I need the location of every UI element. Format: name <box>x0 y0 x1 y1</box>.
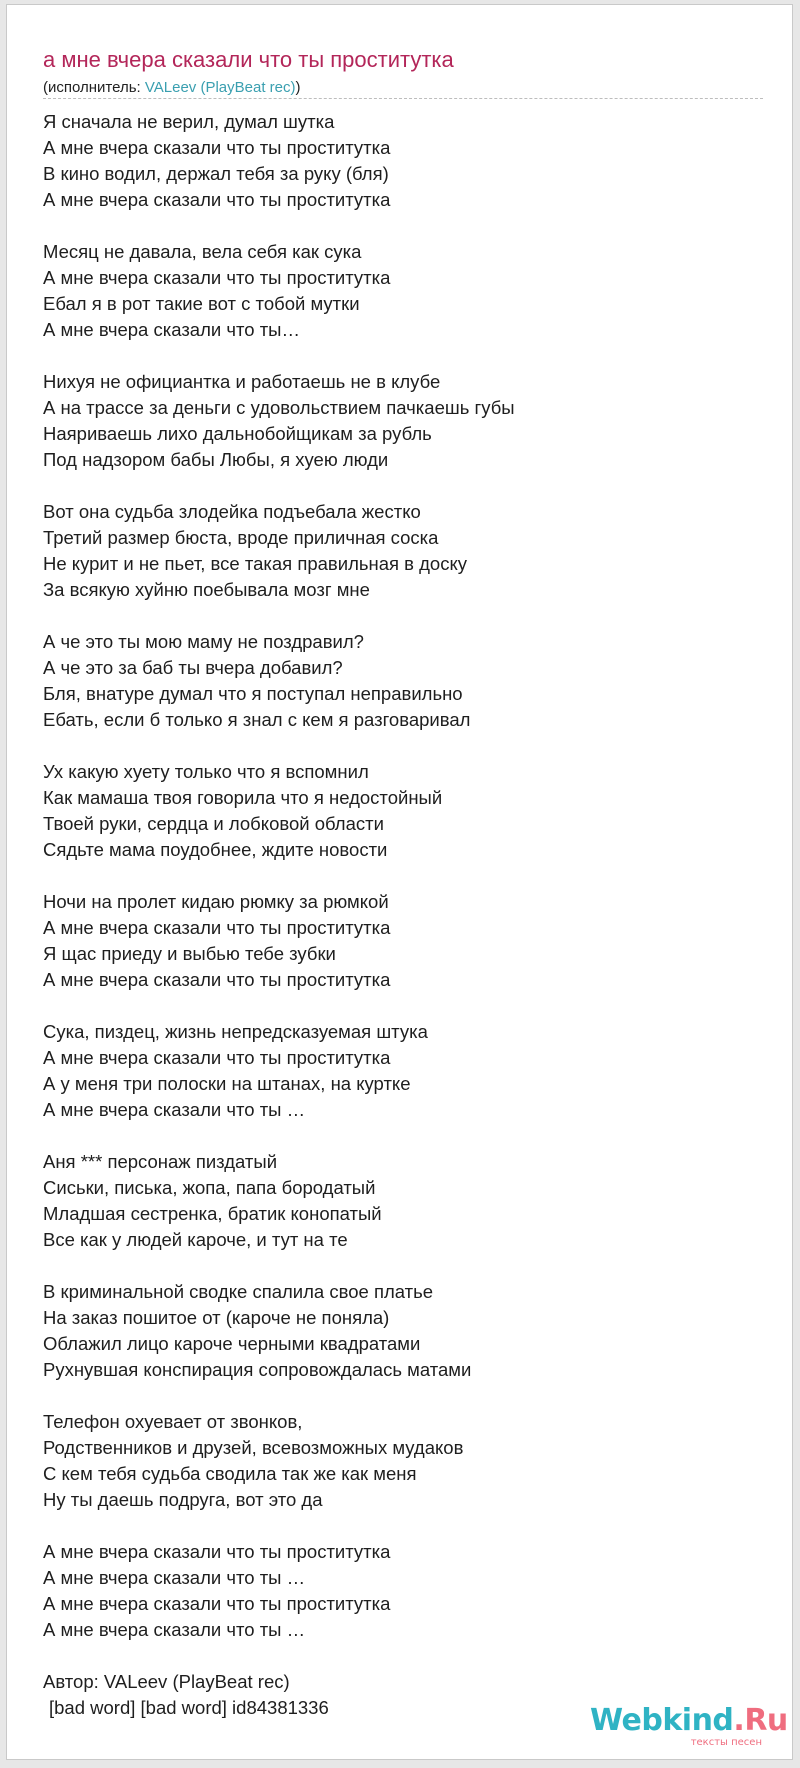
lyrics-stanza <box>43 239 763 343</box>
lyric-line: А у меня три полоски на штанах, на куртке <box>43 1073 411 1094</box>
lyric-line: А мне вчера сказали что ты проститутка <box>43 189 391 210</box>
lyric-line: Все как у людей кароче, и тут на те <box>43 1229 348 1250</box>
lyric-line: Родственников и друзей, всевозможных мудаков <box>43 1437 464 1458</box>
id-line: [bad word] [bad word] id84381336 <box>49 1697 329 1718</box>
lyric-line: А мне вчера сказали что ты проститутка <box>43 1593 391 1614</box>
lyrics-stanza <box>43 629 763 733</box>
site-logo[interactable] <box>590 1703 788 1751</box>
lyrics-stanza <box>43 109 763 213</box>
lyric-line: Месяц не давала, вела себя как сука <box>43 241 362 262</box>
artist-line <box>43 78 301 98</box>
lyric-line: Сука, пиздец, жизнь непредсказуемая штука <box>43 1021 428 1042</box>
song-title: а мне вчера сказали что ты проститутка <box>43 47 454 72</box>
lyric-line: Твоей руки, сердца и лобковой области <box>43 813 384 834</box>
lyric-line: В кино водил, держал тебя за руку (бля) <box>43 163 389 184</box>
lyric-line: Как мамаша твоя говорила что я недостойный <box>43 787 443 808</box>
lyric-line: Ух какую хуету только что я вспомнил <box>43 761 369 782</box>
lyric-line: Рухнувшая конспирация сопровождалась матами <box>43 1359 472 1380</box>
artist-prefix: (исполнитель: <box>43 79 145 96</box>
logo-tld: .Ru <box>733 1703 788 1738</box>
lyric-line: Ночи на пролет кидаю рюмку за рюмкой <box>43 891 389 912</box>
lyrics-page <box>6 4 793 1760</box>
lyric-line: А мне вчера сказали что ты… <box>43 319 300 340</box>
lyric-line: А мне вчера сказали что ты … <box>43 1099 306 1120</box>
lyric-line: А че это за баб ты вчера добавил? <box>43 657 343 678</box>
artist-suffix: ) <box>295 79 301 96</box>
lyric-line: Нихуя не официантка и работаешь не в клубе <box>43 371 441 392</box>
lyric-line: С кем тебя судьба сводила так же как меня <box>43 1463 417 1484</box>
lyrics-stanza <box>43 1409 763 1513</box>
lyric-line: Ну ты даешь подруга, вот это да <box>43 1489 323 1510</box>
logo-wordmark <box>590 1703 788 1739</box>
lyric-line: Сядьте мама поудобнее, ждите новости <box>43 839 388 860</box>
lyric-line: В криминальной сводке спалила свое платье <box>43 1281 434 1302</box>
lyric-line: Облажил лицо кароче черными квадратами <box>43 1333 421 1354</box>
lyric-line: А мне вчера сказали что ты … <box>43 1619 306 1640</box>
lyric-line: На заказ пошитое от (кароче не поняла) <box>43 1307 390 1328</box>
lyrics-stanza <box>43 1149 763 1253</box>
lyric-line: Под надзором бабы Любы, я хуею люди <box>43 449 389 470</box>
lyric-line: А мне вчера сказали что ты проститутка <box>43 1541 391 1562</box>
lyric-line: Телефон охуевает от звонков, <box>43 1411 303 1432</box>
logo-subtitle: тексты песен <box>690 1737 762 1748</box>
lyric-line: Младшая сестренка, братик конопатый <box>43 1203 382 1224</box>
logo-name: Webkind <box>590 1703 734 1738</box>
lyrics-stanza <box>43 1279 763 1383</box>
lyric-line: А мне вчера сказали что ты проститутка <box>43 917 391 938</box>
lyric-line: Ебал я в рот такие вот с тобой мутки <box>43 293 360 314</box>
artist-link[interactable]: VALeev (PlayBeat rec) <box>144 79 296 96</box>
lyric-line: Третий размер бюста, вроде приличная соска <box>43 527 439 548</box>
lyric-line: А мне вчера сказали что ты проститутка <box>43 1047 391 1068</box>
lyric-line: А мне вчера сказали что ты проститутка <box>43 969 391 990</box>
lyric-line: За всякую хуйню поебывала мозг мне <box>43 579 370 600</box>
lyric-line: Наяриваешь лихо дальнобойщикам за рубль <box>43 423 432 444</box>
lyrics-stanza <box>43 1019 763 1123</box>
lyric-line: Я щас приеду и выбью тебе зубки <box>43 943 336 964</box>
lyric-line: Сиськи, писька, жопа, папа бородатый <box>43 1177 376 1198</box>
lyric-line: Не курит и не пьет, все такая правильная в доску <box>43 553 468 574</box>
lyric-line: Я сначала не верил, думал шутка <box>43 111 335 132</box>
lyric-line: Аня *** персонаж пиздатый <box>43 1151 278 1172</box>
lyrics-stanza <box>43 759 763 863</box>
lyric-line: А мне вчера сказали что ты проститутка <box>43 267 391 288</box>
author-line: Автор: VALeev (PlayBeat rec) <box>43 1671 290 1692</box>
lyric-line: А мне вчера сказали что ты … <box>43 1567 306 1588</box>
lyric-line: А на трассе за деньги с удовольствием пачкаешь губы <box>43 397 515 418</box>
lyrics-stanza <box>43 889 763 993</box>
lyric-line: Ебать, если б только я знал с кем я разговаривал <box>43 709 471 730</box>
lyrics-body <box>43 109 763 1669</box>
lyric-line: А че это ты мою маму не поздравил? <box>43 631 364 652</box>
lyric-line: А мне вчера сказали что ты проститутка <box>43 137 391 158</box>
dashed-divider <box>43 98 763 99</box>
lyric-line: Вот она судьба злодейка подъебала жестко <box>43 501 421 522</box>
lyric-line: Бля, внатуре думал что я поступал неправильно <box>43 683 463 704</box>
lyrics-stanza <box>43 1539 763 1643</box>
lyrics-stanza <box>43 369 763 473</box>
lyrics-stanza <box>43 499 763 603</box>
